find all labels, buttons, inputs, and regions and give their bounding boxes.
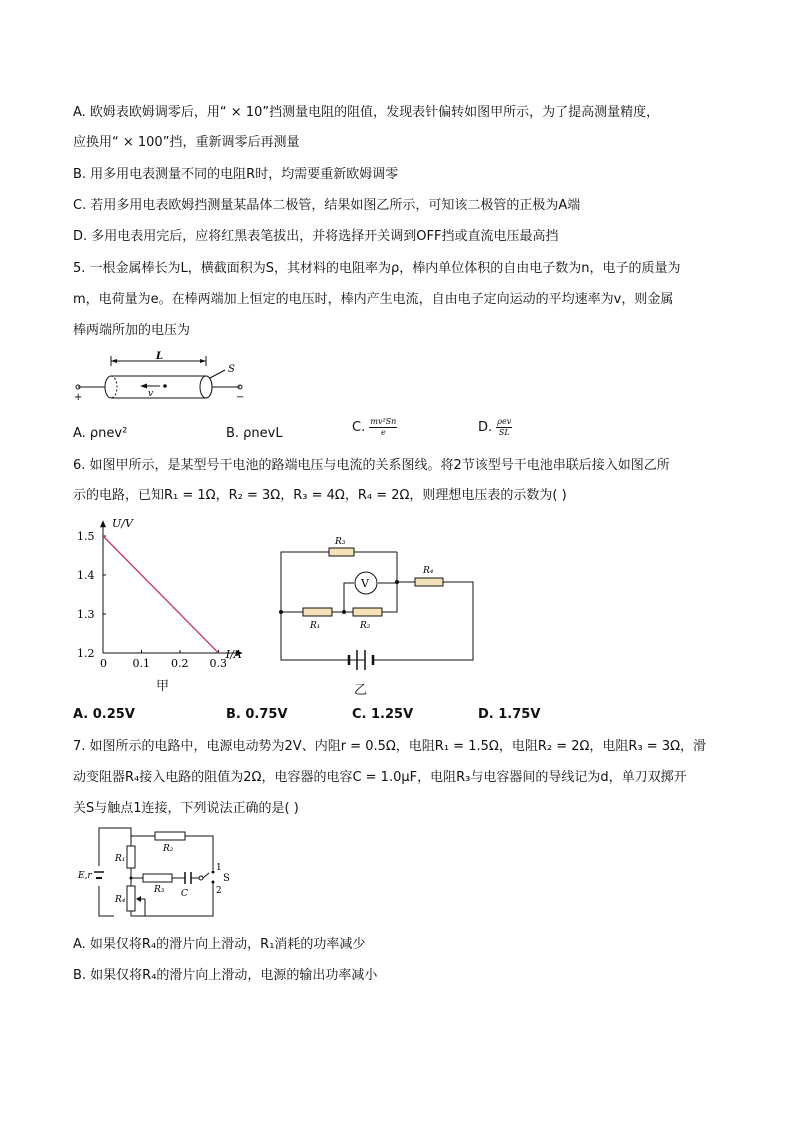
q4-option-b: B. 用多用电表测量不同的电阻R时，均需要重新欧姆调零 xyxy=(73,167,399,182)
q4-option-a-line2: 应换用“ × 100”挡，重新调零后再测量 xyxy=(73,135,300,150)
q7-r2-label: R₂ xyxy=(163,844,174,854)
q6-option-b: B. 0.75V xyxy=(226,707,288,722)
q7-option-b: B. 如果仅将R₄的滑片向上滑动，电源的输出功率减小 xyxy=(73,968,378,983)
q5-option-d-numerator: ρev xyxy=(497,417,512,426)
rod-figure xyxy=(70,350,260,402)
x-tick-label: 0.1 xyxy=(132,657,150,670)
q7-r3-label: R₃ xyxy=(154,885,165,895)
voltmeter-symbol: V xyxy=(361,577,369,590)
circuit-caption: 乙 xyxy=(354,683,368,698)
y-axis-arrow xyxy=(100,520,106,527)
q5-option-c-denominator: e xyxy=(380,428,386,437)
q7-r1-label: R₁ xyxy=(115,854,126,864)
rod-length-label: L xyxy=(156,351,164,362)
series-line xyxy=(103,536,219,653)
source-label: E,r xyxy=(78,871,92,881)
q5-option-c-numerator: mv²Sn xyxy=(370,417,397,426)
q6-option-a: A. 0.25V xyxy=(73,707,135,722)
q5-stem-line3: 棒两端所加的电压为 xyxy=(73,323,191,338)
r3-label: R₃ xyxy=(335,537,346,547)
q7-stem-line3: 关S与触点1连接，下列说法正确的是( ) xyxy=(73,801,299,816)
q6-stem-line2: 示的电路，已知R₁ = 1Ω，R₂ = 3Ω，R₃ = 4Ω，R₄ = 2Ω，则理想电压表的示数为( ) xyxy=(73,488,567,503)
q4-option-c: C. 若用多用电表欧姆挡测量某晶体二极管，结果如图乙所示，可知该二极管的正极为A端 xyxy=(73,198,581,213)
circuit-b xyxy=(270,530,490,670)
q5-option-b: B. ρnevL xyxy=(226,426,283,441)
y-tick-label: 1.2 xyxy=(77,647,95,660)
q5-stem-line1: 5. 一根金属棒长为L，横截面积为S，其材料的电阻率为ρ，棒内单位体积的自由电子数为n，电子的质量为 xyxy=(73,261,681,276)
r2-label: R₂ xyxy=(360,621,371,631)
negative-terminal: − xyxy=(236,392,245,402)
q4-option-a-line1: A. 欧姆表欧姆调零后，用“ × 10”挡测量电阻的阻值，发现表针偏转如图甲所示，为了提高测量精度， xyxy=(73,105,660,120)
positive-terminal: + xyxy=(74,392,83,402)
contact-2-label: 2 xyxy=(216,886,222,896)
r1-label: R₁ xyxy=(310,621,321,631)
q7-stem-line2: 动变阻器R₄接入电路的阻值为2Ω，电容器的电容C = 1.0μF，电阻R₃与电容器间的导线记为d，单刀双掷开 xyxy=(73,770,687,785)
velocity-label: v xyxy=(148,389,154,399)
q5-option-c-fraction xyxy=(369,417,397,438)
contact-1-label: 1 xyxy=(216,863,222,873)
q5-option-a: A. ρnev² xyxy=(73,426,128,441)
y-tick-label: 1.5 xyxy=(77,530,95,543)
rod-area-label: S xyxy=(228,364,235,375)
r4-label: R₄ xyxy=(423,566,434,576)
u-i-graph xyxy=(70,518,280,670)
q5-option-d-letter: D. xyxy=(478,420,493,435)
y-tick-label: 1.3 xyxy=(77,608,95,621)
q5-option-d-denominator: SL xyxy=(498,428,510,437)
capacitor-label: C xyxy=(181,889,188,899)
x-tick-label: 0 xyxy=(100,657,107,670)
y-axis-label: U/V xyxy=(112,518,133,531)
y-tick-label: 1.4 xyxy=(77,569,95,582)
q6-option-d: D. 1.75V xyxy=(478,707,541,722)
q6-stem-line1: 6. 如图甲所示，是某型号干电池的路端电压与电流的关系图线。将2节该型号干电池串联后接入如图乙所 xyxy=(73,458,670,473)
x-tick-label: 0.2 xyxy=(171,657,189,670)
q4-option-d: D. 多用电表用完后，应将红黑表笔拔出，并将选择开关调到OFF挡或直流电压最高挡 xyxy=(73,229,559,244)
q7-stem-line1: 7. 如图所示的电路中，电源电动势为2V、内阻r = 0.5Ω，电阻R₁ = 1.5Ω，电阻R₂ = 2Ω，电阻R₃ = 3Ω，滑 xyxy=(73,739,707,754)
q5-option-d xyxy=(478,417,512,438)
x-axis-label: I/A xyxy=(225,648,242,661)
q6-option-c: C. 1.25V xyxy=(352,707,414,722)
q5-option-c xyxy=(352,417,397,438)
graph-caption: 甲 xyxy=(156,679,170,694)
switch-label: S xyxy=(223,873,230,884)
q5-option-d-fraction xyxy=(496,417,512,438)
circuit-q7 xyxy=(75,826,245,926)
q5-option-c-letter: C. xyxy=(352,420,366,435)
q7-option-a: A. 如果仅将R₄的滑片向上滑动，R₁消耗的功率减少 xyxy=(73,937,366,952)
x-tick-label: 0.3 xyxy=(209,657,227,670)
q7-r4-label: R₄ xyxy=(115,895,126,905)
q5-stem-line2: m，电荷量为e。在棒两端加上恒定的电压时，棒内产生电流，自由电子定向运动的平均速率为v，则金属 xyxy=(73,292,674,307)
